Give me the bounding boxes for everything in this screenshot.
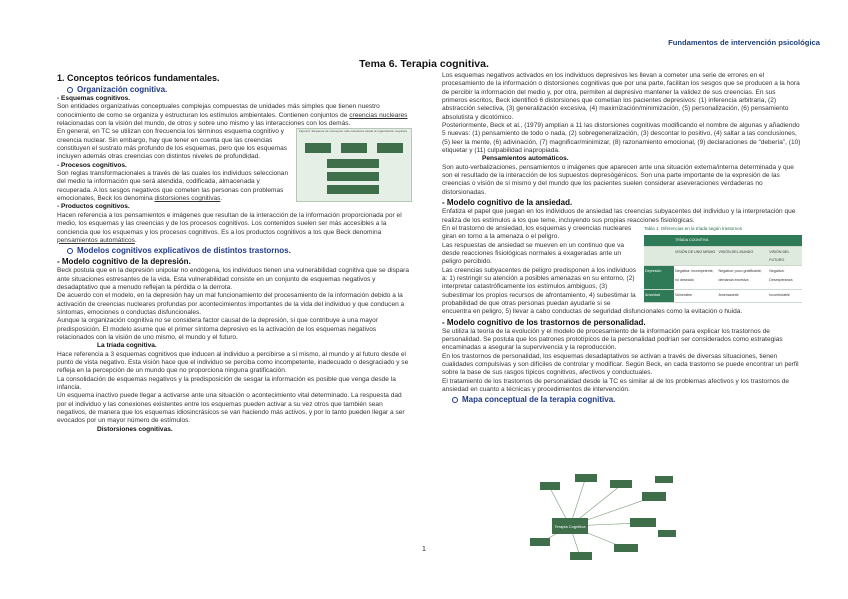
figure-box bbox=[327, 172, 379, 181]
right-column bbox=[442, 72, 802, 405]
personalidad-heading: - Modelo cognitivo de los trastornos de personalidad. bbox=[442, 317, 646, 327]
table-cell: Vulnerable bbox=[674, 290, 718, 303]
ansiedad-paragraph-1: Enfatiza el papel que juegan en los individuos de ansiedad las creencias subyacentes del individuo y la interpretación que realiza de los estímulos a los que teme, incluyendo sus propias reacciones fisiológicas. bbox=[442, 208, 796, 224]
depresion-paragraph-2: De acuerdo con el modelo, en la depresión hay un mal funcionamiento del procesamiento de la información debido a la activación de creencias nucleares profundas por acontecimientos importantes de la vida del individuo y que conducen a síntomas, emociones o conductas disfuncionales. bbox=[57, 292, 405, 316]
table-row-label: Depresión bbox=[644, 266, 674, 290]
triada-heading: La tríada cognitiva. bbox=[97, 342, 157, 350]
ansiedad-paragraph-3: Las respuestas de ansiedad se mueven en un continuo que va desde reacciones fisiológicas normales a exageradas ante un peligro percibido. bbox=[442, 241, 624, 266]
table-cell: Negativa: Desesperanza bbox=[768, 266, 802, 290]
personalidad-paragraph-2: En los trastornos de personalidad, los esquemas desadaptativos se activan a través de diversas situaciones, tienen cualidades compulsivas y son difíciles de controlar y modificar. Según Beck, en cada trastorno se puede encontrar un perfil sobre la base de sus rasgos típicos cognitivos, afectivos y conductuales. bbox=[442, 352, 799, 377]
table-row-label: Ansiedad bbox=[644, 290, 674, 303]
distorsiones-heading: Distorsiones cognitivas. bbox=[97, 425, 173, 433]
depresion-paragraph-1: Beck postula que en la depresión unipolar no endógena, los individuos tienen una vulnerabilidad cognitiva que se dispara ante situaciones estresantes de la vida. Esta vulnerabilidad consiste en un conjunto de esquemas negativos y desadaptativo que a menudo reflejan la pérdida o la derrota. bbox=[57, 267, 409, 291]
circle-bullet-icon bbox=[452, 397, 458, 403]
subsection-organizacion: Organización cognitiva. bbox=[57, 84, 412, 95]
figure-box bbox=[327, 185, 379, 194]
organization-figure bbox=[296, 128, 412, 202]
triada-paragraph-3: Un esquema inactivo puede llegar a activarse ante una situación o acontecimiento vital determinado. La respuesta dad por el individuo y las conexiones existentes entre los esquemas pueden activar a su vez otros que también sean negativos, de manera que los esquemas idiosincrásicos se van haciendo más activos, y por lo tanto pueden llegar a ser evocados por un mayor número de estímulos. bbox=[57, 392, 405, 425]
concept-map-center-label: Terapia Cognitiva bbox=[554, 524, 586, 529]
depresion-heading: - Modelo cognitivo de la depresión. bbox=[57, 257, 191, 267]
mapa-heading: Mapa conceptual de la terapia cognitiva. bbox=[442, 394, 802, 405]
productos-paragraph: Hacen referencia a los pensamientos e imágenes que resultan de la interacción de la información proporcionada por el medio, los esquemas y las creencias y de los procesos cognitivos. Los contenidos suelen ser más accesibles a la conciencia que los esquemas y los procesos cognitivos. Es a los productos cognitivos a los que Beck denomina pensamientos automáticos. bbox=[57, 211, 402, 244]
triada-table bbox=[644, 225, 802, 303]
section-heading: 1. Conceptos teóricos fundamentales. bbox=[57, 73, 220, 83]
circle-bullet-icon bbox=[67, 248, 73, 254]
table-title: Tabla 1. Diferencias en la tríada según trastornos bbox=[644, 225, 743, 231]
triada-paragraph-2: La consolidación de esquemas negativos y la predisposición de sesgar la información es posible que venga desde la infancia. bbox=[57, 375, 396, 391]
figure-box bbox=[327, 159, 379, 168]
pensamientos-paragraph: Son auto-verbalizaciones, pensamientos o imágenes que aparecen ante una situación externa/interna determinada y que son el resultado de la interacción de los supuestos depresógénicos. Son una parte importante de la expresión de las creencias o visión de sí mismo y del mundo que los pacientes suelen considerar aseveraciones verdaderas no distorsionadas. bbox=[442, 163, 794, 196]
ansiedad-heading: - Modelo cognitivo de la ansiedad. bbox=[442, 198, 573, 208]
productos-heading: - Productos cognitivos. bbox=[57, 203, 130, 211]
table-col-header: VISIÓN DEL FUTURO bbox=[768, 246, 802, 266]
distorsiones-paragraph-1: Los esquemas negativos activados en los individuos depresivos les llevan a cometer una serie de errores en el procesamiento de la información o distorsiones cognitivas que por una parte, facilitan los sesgos que se producen a la hora de percibir la información del medio y, por otra, permiten al depresivo mantener la validez de sus creencias. En sus primeros escritos, Beck identificó 6 distorsiones que cometían los pacientes depresivos: (1) inferencia arbitraria, (2) abstracción selectiva, (3) generalización excesiva, (4) maximización/minimización, (5) personalización, (6) pensamiento absolutista y dicotómico. bbox=[442, 72, 800, 121]
table-cell: Negativa: incompetente, no deseado bbox=[674, 266, 718, 290]
procesos-paragraph: Son reglas transformacionales a través de las cuales los individuos seleccionan del medio la información que será atendida, codificada, almacenada y recuperada. A los sesgos negativos que cometen las personas con problemas emocionales, Beck los denomina distorsiones cognitivas. bbox=[57, 170, 289, 203]
circle-bullet-icon bbox=[67, 87, 73, 93]
procesos-heading: - Procesos cognitivos. bbox=[57, 161, 127, 169]
page-number: 1 bbox=[422, 546, 426, 553]
esquemas-paragraph: Son entidades organizativas conceptuales complejas compuestas de unidades más simples que tienen nuestro conocimiento de como se organiza y estructuran los estímulos ambientales. Contienen conjuntos de creencias nucleares relacionadas con la visión del mundo, de otros y sobre uno mismo y las interacciones con los demás. bbox=[57, 103, 408, 128]
figure-box bbox=[341, 143, 367, 153]
figure-box bbox=[377, 143, 403, 153]
page-title: Tema 6. Terapia cognitiva. bbox=[359, 58, 489, 70]
pensamientos-heading: Pensamientos automáticos. bbox=[482, 155, 569, 163]
figure-box bbox=[305, 143, 331, 153]
table-cell: Negativa: poco gratificante, demanda excesiva bbox=[718, 266, 769, 290]
esquemas-paragraph-2: En general, en TC se utilizan con frecuencia los términos esquema cognitivo y creencia nuclear. Sin embargo, hay que tener en cuenta que las creencias constituyen el sustrato más profundo de los esquemas, pero que los esquemas incluyen además otras creencias con distintos niveles de profundidad. bbox=[57, 128, 288, 161]
table-cell: Amenazante bbox=[718, 290, 769, 303]
ansiedad-paragraph-2: En el trastorno de ansiedad, los esquemas y creencias nucleares giran en torno a la amenaza o el peligro. bbox=[442, 224, 632, 241]
table-header-top: TRÍADA COGNITIVA bbox=[674, 235, 802, 246]
distorsiones-paragraph-2: Posteriormente, Beck et al., (1979) amplían a 11 las distorsiones cognitivas modificando el nombre de algunas y añadiendo 5 nuevas: (1) pensamiento de todo o nada, (2) sobregeneralización, (3) descontar lo positivo, (4) saltar a las conclusiones, (5) leer la mente, (6) adivinación, (7) magnificar/minimizar, (8) razonamiento emocional, (9) declaraciones de “debería”, (10) etiquetar y (11) culpabilidad inapropiada. bbox=[442, 122, 801, 155]
personalidad-paragraph-1: Se utiliza la teoría de la evolución y el modelo de procesamiento de la información para explicar los trastornos de personalidad. Se postula que los patrones prototípicos de la personalidad podrían ser considerados como estrategias encaminadas a asegurar la supervivencia y la reproducción. bbox=[442, 327, 783, 352]
left-column bbox=[57, 72, 412, 434]
depresion-paragraph-3: Aunque la organización cognitiva no se considera factor causal de la depresión, si que contribuye a una mayor predisposición. El modelo asume que el primer síntoma depresivo es la activación de los esquemas negativos relacionados con la visión de uno mismo, el mundo y el futuro. bbox=[57, 317, 378, 341]
running-header: Fundamentos de intervención psicológica bbox=[668, 38, 820, 47]
personalidad-paragraph-3: El tratamiento de los trastornos de personalidad desde la TC es similar al de los problemas afectivos y los trastornos de ansiedad en cuanto a técnicas y procedimientos de intervención. bbox=[442, 377, 790, 394]
esquemas-heading: - Esquemas cognitivos. bbox=[57, 95, 131, 102]
triada-paragraph-1: Hace referencia a 3 esquemas cognitivos que inducen al individuo a percibirse a sí mismo, al mundo y al futuro desde el punto de vista negativo. Esta visión hace que el individuo se perciba como incompetente, inadecuado o desgraciado y se refleja en la percepción de un mundo que no proporciona ninguna gratificación. bbox=[57, 350, 409, 375]
table-col-header: VISIÓN DE UNO MISMO bbox=[674, 246, 718, 266]
figure-caption: Figura 6. Esquema de conceptos más relevantes desde la organización cognitiva bbox=[299, 129, 407, 134]
subsection-modelos: Modelos cognitivos explicativos de distintos trastornos. bbox=[57, 245, 412, 256]
table-col-header: VISIÓN DEL MUNDO bbox=[718, 246, 769, 266]
ansiedad-paragraph-4: Las creencias subyacentes de peligro predisponen a los individuos a: 1) restringir su atención a posibles amenazas en su entorno, (2) interpretar catastróficamente los estímulos ambiguos, (3) subestimar los propios recursos de afrontamiento, 4) subestimar la probabilidad de que otras personas puedan ayudarle si se encuentra en peligro, 5) llevar a cabo conductas de seguridad disfuncionales como la evitación o huida. bbox=[442, 266, 743, 316]
table-cell: Incontrolable bbox=[768, 290, 802, 303]
